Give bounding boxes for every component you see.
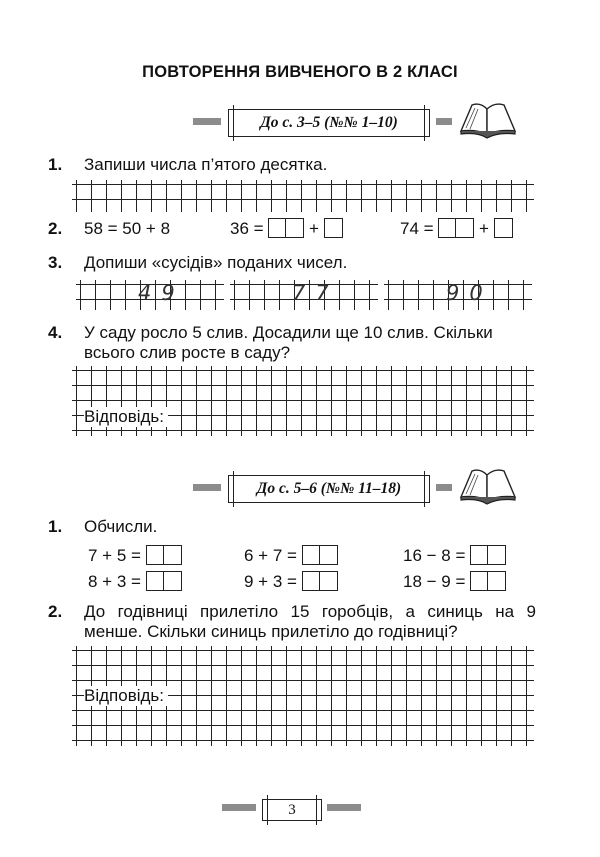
expression-text: 16 − 8 = xyxy=(403,546,466,565)
answer-box[interactable] xyxy=(470,545,506,565)
equation-left: 74 = xyxy=(400,219,434,238)
gray-bar xyxy=(436,484,452,491)
expression xyxy=(244,546,338,567)
task-text: У саду росло 5 слив. Досадили ще 10 слив. Скільки всього слив росте в саду? xyxy=(84,323,493,362)
answer-box[interactable] xyxy=(268,218,304,238)
equation: 58 = 50 + 8 xyxy=(84,219,171,238)
expression xyxy=(88,546,182,567)
gray-bar xyxy=(436,118,452,125)
answer-box[interactable] xyxy=(494,218,513,238)
open-book-icon xyxy=(458,101,518,139)
task-number: 1. xyxy=(48,155,63,174)
section-label: До с. 3–5 (№№ 1–10) xyxy=(228,109,430,137)
task-number: 2. xyxy=(48,602,63,621)
open-book-icon xyxy=(458,467,518,505)
section-label: До с. 5–6 (№№ 11–18) xyxy=(228,475,430,503)
expression xyxy=(244,572,338,593)
handwritten-number: 77 xyxy=(292,281,339,305)
answer-box[interactable] xyxy=(146,545,182,565)
task-number: 1. xyxy=(48,517,63,536)
answer-box[interactable] xyxy=(146,571,182,591)
plus-sign: + xyxy=(309,219,319,238)
plus-sign: + xyxy=(479,219,489,238)
expression-text: 18 − 9 = xyxy=(403,572,466,591)
equation-left: 36 = xyxy=(230,219,264,238)
task-number: 4. xyxy=(48,323,63,342)
page-title: ПОВТОРЕННЯ ВИВЧЕНОГО В 2 КЛАСІ xyxy=(142,63,458,81)
answer-label: Відповідь: xyxy=(84,407,168,427)
equation-fill xyxy=(400,219,513,240)
expression-text: 7 + 5 = xyxy=(88,546,141,565)
page-number: 3 xyxy=(262,799,322,821)
task-text: Допиши «сусідів» поданих чисел. xyxy=(84,253,348,272)
expression-text: 9 + 3 = xyxy=(244,572,297,591)
expression-text: 6 + 7 = xyxy=(244,546,297,565)
gray-bar xyxy=(193,118,221,125)
answer-box[interactable] xyxy=(438,218,474,238)
task-number: 3. xyxy=(48,253,63,272)
equation-fill xyxy=(230,219,343,240)
answer-box[interactable] xyxy=(470,571,506,591)
gray-bar xyxy=(193,484,221,491)
answer-label: Відповідь: xyxy=(84,686,168,706)
task-text: Запиши числа п’ятого десятка. xyxy=(84,155,328,174)
expression xyxy=(403,572,506,593)
expression xyxy=(88,572,182,593)
handwritten-number: 49 xyxy=(138,281,185,305)
expression xyxy=(403,546,506,567)
task-text: Обчисли. xyxy=(84,517,158,536)
gray-bar xyxy=(222,804,256,811)
task-text: До годівниці прилетіло 15 горобців, а синиць на 9 менше. Скільки синиць прилетіло до годівниці? xyxy=(84,602,536,641)
answer-box[interactable] xyxy=(302,545,338,565)
answer-box[interactable] xyxy=(302,571,338,591)
answer-box[interactable] xyxy=(324,218,343,238)
writing-grid xyxy=(72,180,534,212)
gray-bar xyxy=(327,804,361,811)
expression-text: 8 + 3 = xyxy=(88,572,141,591)
task-number: 2. xyxy=(48,219,63,238)
handwritten-number: 90 xyxy=(446,281,493,305)
